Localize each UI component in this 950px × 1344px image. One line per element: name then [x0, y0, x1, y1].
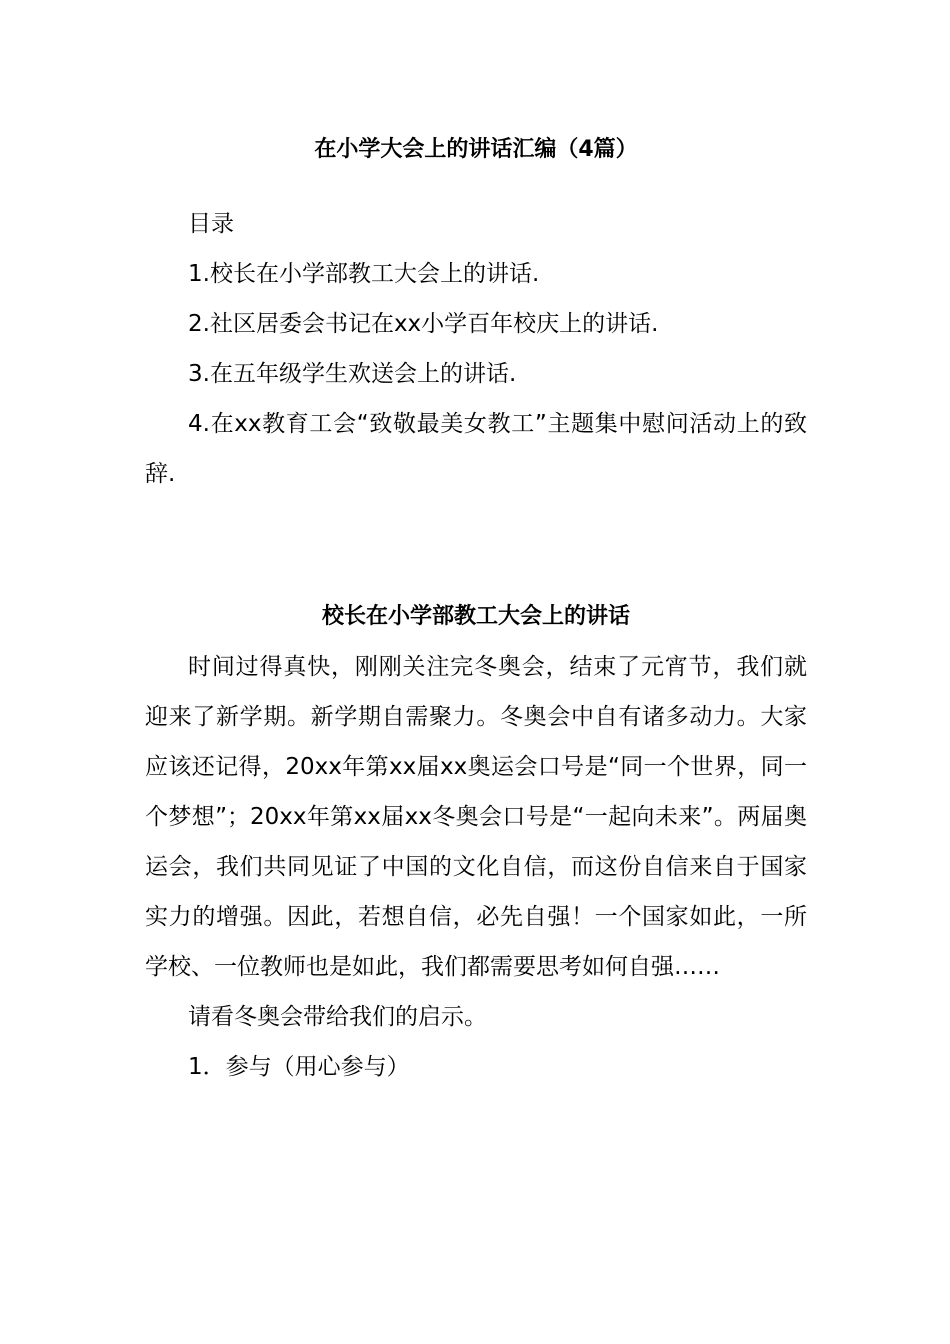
section-title: 校长在小学部教工大会上的讲话 [321, 604, 630, 629]
document-title: 在小学大会上的讲话汇编（4篇） [314, 137, 638, 162]
section-paragraph-1: 时间过得真快，刚刚关注完冬奥会，结束了元宵节，我们就迎来了新学期。新学期自需聚力。冬奥会中自有诸多动力。大家应该还记得，20xx年第xx届xx奥运会口号是“同一个世界，同一个梦想”；20xx年第xx届xx冬奥会口号是“一起向未来”。两届奥运会，我们共同见证了中国的文化自信，而这份自信来自于国家实力的增强。因此，若想自信，必先自强！一个国家如此，一所学校、一位教师也是如此，我们都需要思考如何自强…… [145, 654, 807, 980]
toc-item-4: 4.在xx教育工会“致敬最美女教工”主题集中慰问活动上的致辞. [145, 411, 807, 487]
toc-item-3: 3.在五年级学生欢送会上的讲话. [188, 361, 517, 387]
toc-item-2: 2.社区居委会书记在xx小学百年校庆上的讲话. [188, 311, 659, 337]
document-content [145, 125, 807, 1092]
section-paragraph-2: 请看冬奥会带给我们的启示。 [188, 1004, 487, 1030]
toc-label: 目录 [188, 211, 234, 237]
section-paragraph-3: 1．参与（用心参与） [188, 1054, 410, 1080]
toc-item-1: 1.校长在小学部教工大会上的讲话. [188, 261, 540, 287]
